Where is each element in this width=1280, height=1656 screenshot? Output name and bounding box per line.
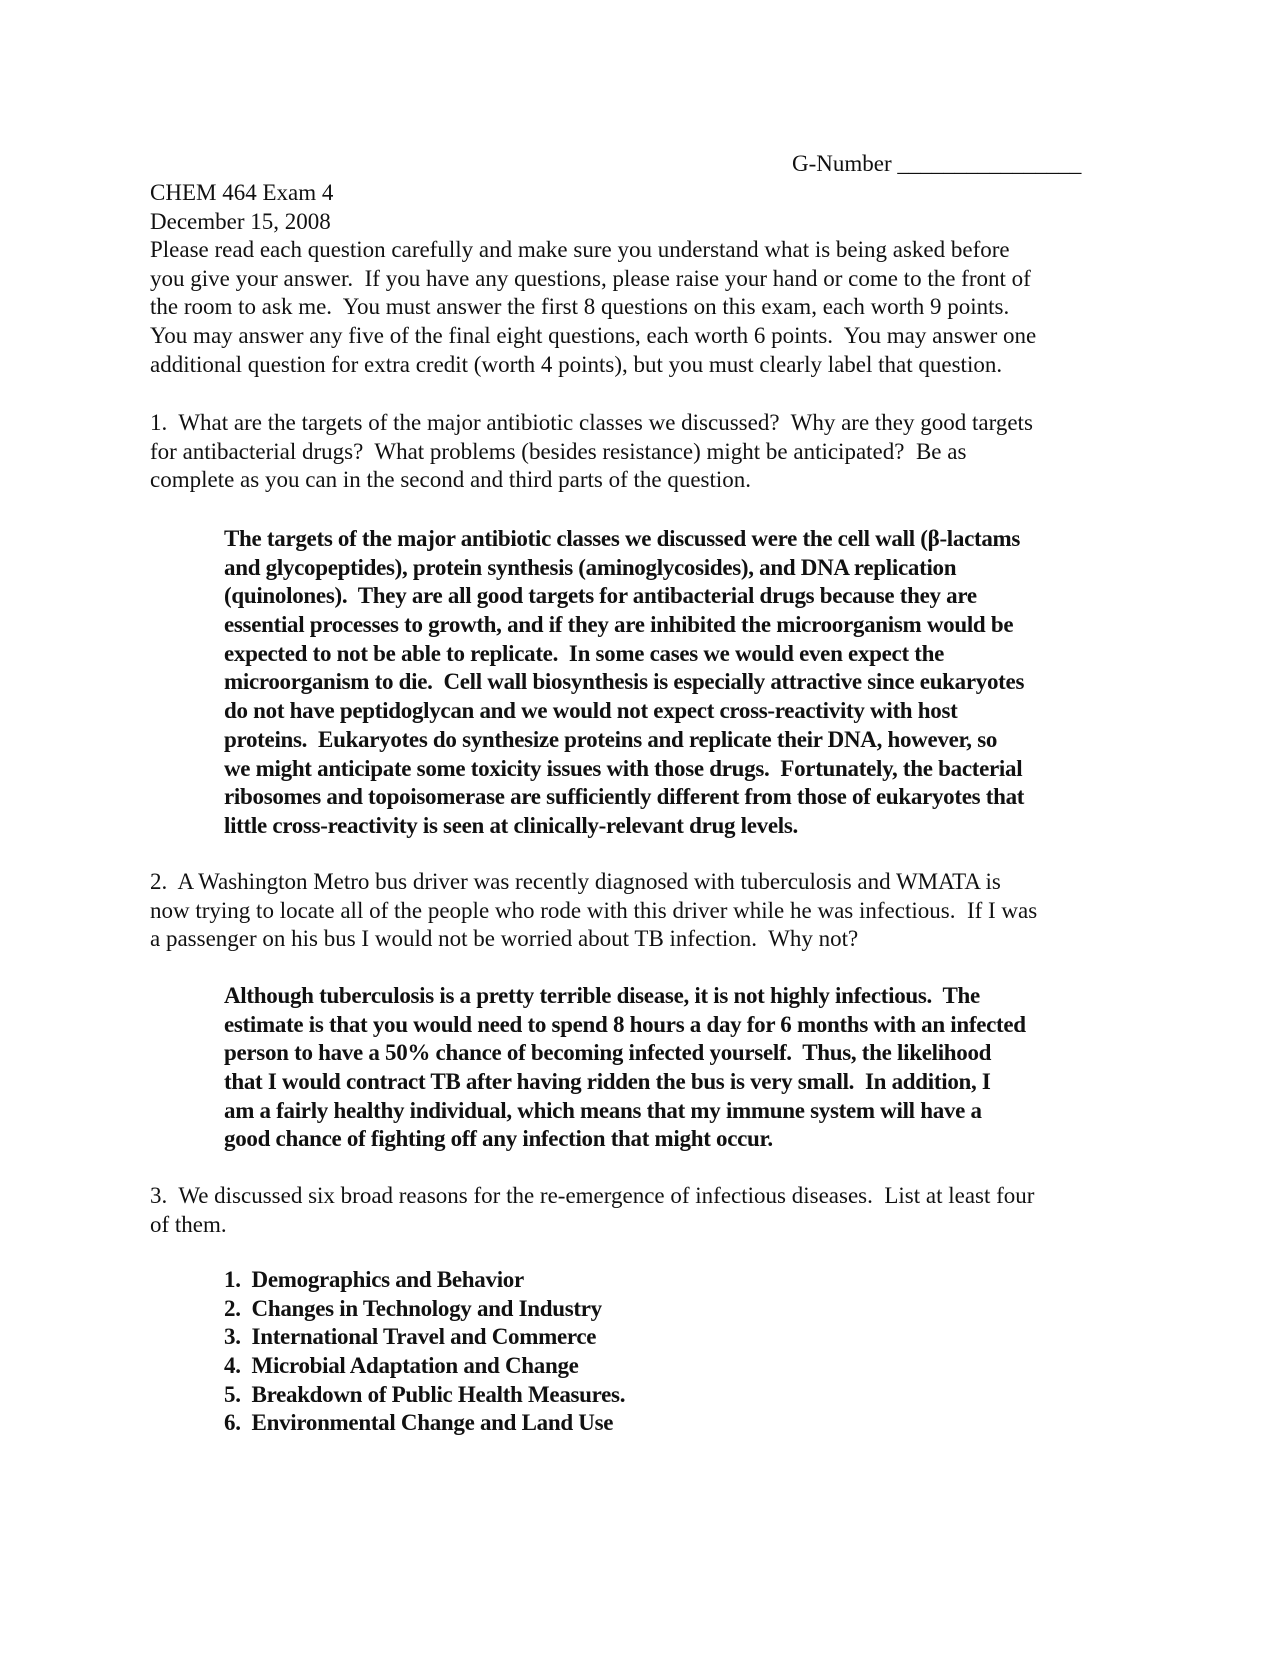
answer-line: little cross-reactivity is seen at clinically-relevant drug levels. bbox=[224, 812, 798, 838]
answer-line: we might anticipate some toxicity issues with those drugs. Fortunately, the bacterial bbox=[224, 755, 1023, 781]
question-2 bbox=[150, 868, 1037, 954]
instruction-line: Please read each question carefully and make sure you understand what is being asked before bbox=[150, 237, 1010, 262]
question-line: complete as you can in the second and third parts of the question. bbox=[150, 467, 752, 493]
answer-line: Although tuberculosis is a pretty terrible disease, it is not highly infectious. The bbox=[224, 983, 980, 1008]
answer-line: am a fairly healthy individual, which means that my immune system will have a bbox=[224, 1097, 982, 1123]
exam-title bbox=[150, 179, 333, 236]
course-title: CHEM 464 Exam 4 bbox=[150, 180, 334, 205]
g-number-field bbox=[792, 150, 1081, 179]
exam-date: December 15, 2008 bbox=[150, 208, 331, 234]
list-item: 2. Changes in Technology and Industry bbox=[224, 1295, 602, 1321]
question-line: 2. A Washington Metro bus driver was recently diagnosed with tuberculosis and WMATA is bbox=[150, 869, 1001, 894]
answer-line: (quinolones). They are all good targets for antibacterial drugs because they are bbox=[224, 583, 977, 609]
answer-3-list bbox=[224, 1266, 625, 1438]
answer-line: and glycopeptides), protein synthesis (aminoglycosides), and DNA replication bbox=[224, 554, 957, 580]
question-line: 3. We discussed six broad reasons for the re-emergence of infectious diseases. List at least four bbox=[150, 1183, 1035, 1208]
answer-line: do not have peptidoglycan and we would not expect cross-reactivity with host bbox=[224, 698, 958, 724]
answer-line: estimate is that you would need to spend 8 hours a day for 6 months with an infected bbox=[224, 1011, 1026, 1037]
answer-line: expected to not be able to replicate. In some cases we would even expect the bbox=[224, 640, 945, 666]
answer-line: microorganism to die. Cell wall biosynthesis is especially attractive since eukaryotes bbox=[224, 669, 1025, 695]
answer-line: that I would contract TB after having ridden the bus is very small. In addition, I bbox=[224, 1069, 991, 1095]
instruction-line: You may answer any five of the final eight questions, each worth 6 points. You may answer one bbox=[150, 323, 1037, 349]
answer-line: person to have a 50% chance of becoming infected yourself. Thus, the likelihood bbox=[224, 1040, 992, 1066]
answer-line: The targets of the major antibiotic classes we discussed were the cell wall (β-lactams bbox=[224, 526, 1021, 551]
instruction-line: additional question for extra credit (worth 4 points), but you must clearly label that question. bbox=[150, 351, 1003, 377]
question-line: for antibacterial drugs? What problems (besides resistance) might be anticipated? Be as bbox=[150, 438, 967, 464]
instructions bbox=[150, 236, 1036, 379]
list-item: 3. International Travel and Commerce bbox=[224, 1324, 597, 1350]
instruction-line: the room to ask me. You must answer the first 8 questions on this exam, each worth 9 points. bbox=[150, 294, 1010, 320]
instruction-line: you give your answer. If you have any questions, please raise your hand or come to the front of bbox=[150, 265, 1031, 291]
answer-1 bbox=[224, 525, 1024, 841]
question-3 bbox=[150, 1182, 1034, 1239]
answer-line: essential processes to growth, and if they are inhibited the microorganism would be bbox=[224, 612, 1014, 638]
question-line: a passenger on his bus I would not be worried about TB infection. Why not? bbox=[150, 926, 859, 952]
list-item: 5. Breakdown of Public Health Measures. bbox=[224, 1381, 626, 1407]
list-item: 1. Demographics and Behavior bbox=[224, 1267, 524, 1292]
answer-line: good chance of fighting off any infection that might occur. bbox=[224, 1126, 773, 1152]
answer-2 bbox=[224, 982, 1026, 1154]
question-line: of them. bbox=[150, 1211, 227, 1237]
question-line: 1. What are the targets of the major antibiotic classes we discussed? Why are they good targets bbox=[150, 410, 1033, 435]
answer-line: proteins. Eukaryotes do synthesize proteins and replicate their DNA, however, so bbox=[224, 726, 998, 752]
question-1 bbox=[150, 409, 1033, 495]
list-item: 4. Microbial Adaptation and Change bbox=[224, 1353, 579, 1379]
g-number-label: G-Number ________________ bbox=[792, 151, 1082, 176]
list-item: 6. Environmental Change and Land Use bbox=[224, 1410, 614, 1436]
question-line: now trying to locate all of the people who rode with this driver while he was infectious. If I was bbox=[150, 897, 1038, 923]
answer-line: ribosomes and topoisomerase are sufficiently different from those of eukaryotes that bbox=[224, 784, 1025, 810]
